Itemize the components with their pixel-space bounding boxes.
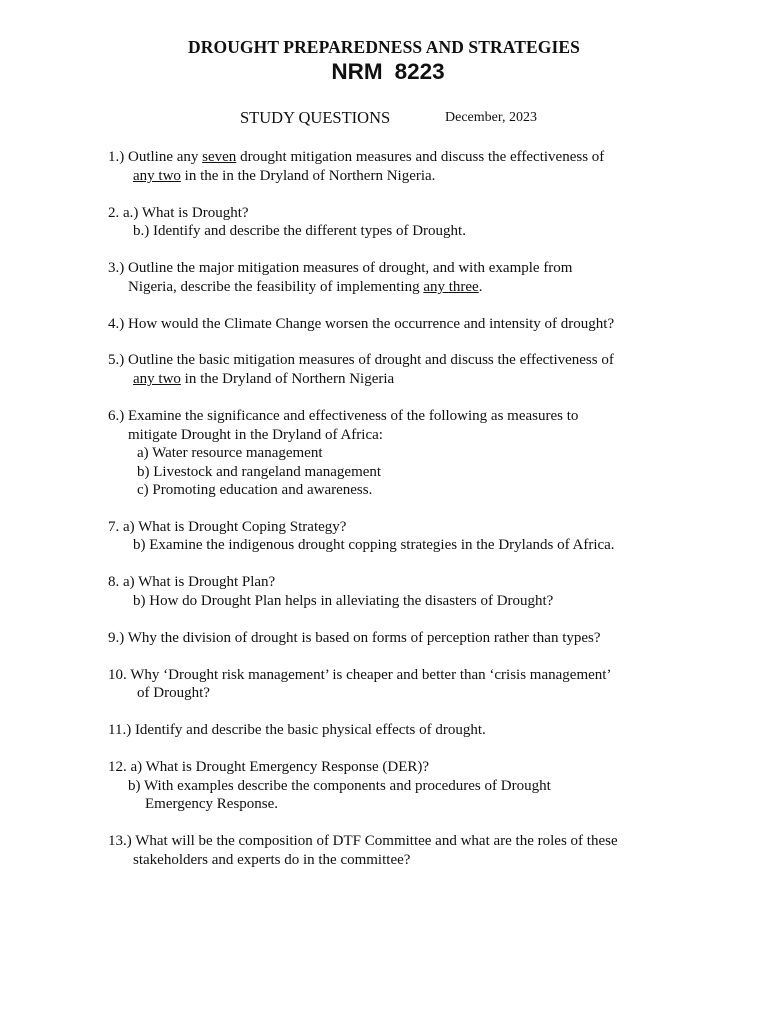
question-12b: b) With examples describe the components and procedures of Drought <box>128 778 551 794</box>
question-12b-continued: Emergency Response. <box>145 796 279 812</box>
question-3-underlined-any-three: any three <box>423 279 479 295</box>
question-3-line-2 <box>128 278 482 296</box>
question-3-text-b: . <box>478 279 483 295</box>
course-code <box>0 59 768 85</box>
question-10-line-2: of Drought? <box>137 685 210 701</box>
question-13-line-1: 13.) What will be the composition of DTF Committee and what are the roles of these <box>108 833 618 849</box>
question-7a: 7. a) What is Drought Coping Strategy? <box>108 519 347 535</box>
question-8a: 8. a) What is Drought Plan? <box>108 574 276 590</box>
question-10-line-1: 10. Why ‘Drought risk management’ is cheaper and better than ‘crisis management’ <box>108 667 612 683</box>
question-13-line-2: stakeholders and experts do in the committee? <box>133 852 411 868</box>
course-prefix: NRM <box>331 59 383 84</box>
question-1-text-c: in the in the Dryland of Northern Nigeria. <box>180 168 436 184</box>
question-8b: b) How do Drought Plan helps in alleviating the disasters of Drought? <box>133 593 554 609</box>
course-number: 8223 <box>394 59 445 84</box>
question-5-underlined-any-two: any two <box>133 371 181 387</box>
question-1-underlined-seven: seven <box>202 149 237 165</box>
document-date: December, 2023 <box>445 110 537 125</box>
question-1-text-a: 1.) Outline any <box>108 149 203 165</box>
question-6c: c) Promoting education and awareness. <box>137 482 373 498</box>
question-1-line-2 <box>133 167 435 185</box>
question-1-underlined-any-two: any two <box>133 168 181 184</box>
question-1-line-1 <box>108 148 604 166</box>
question-9: 9.) Why the division of drought is based on forms of perception rather than types? <box>108 630 601 646</box>
question-7b: b) Examine the indigenous drought copping strategies in the Drylands of Africa. <box>133 537 615 553</box>
question-5-line-2 <box>133 370 394 388</box>
question-6-line-2: mitigate Drought in the Dryland of Africa: <box>128 427 383 443</box>
question-2a: 2. a.) What is Drought? <box>108 205 249 221</box>
question-1-text-b: drought mitigation measures and discuss the effectiveness of <box>236 149 605 165</box>
document-title: DROUGHT PREPAREDNESS AND STRATEGIES <box>188 37 580 57</box>
question-2b: b.) Identify and describe the different types of Drought. <box>133 223 466 239</box>
question-12a: 12. a) What is Drought Emergency Response (DER)? <box>108 759 430 775</box>
question-6b: b) Livestock and rangeland management <box>137 464 382 480</box>
question-6a: a) Water resource management <box>137 445 323 461</box>
question-6-line-1: 6.) Examine the significance and effectiveness of the following as measures to <box>108 408 579 424</box>
study-questions-heading: STUDY QUESTIONS <box>240 108 391 127</box>
question-3-line-1: 3.) Outline the major mitigation measures of drought, and with example from <box>108 260 573 276</box>
question-5-text-b: in the Dryland of Northern Nigeria <box>180 371 395 387</box>
question-5-line-1: 5.) Outline the basic mitigation measures of drought and discuss the effectiveness of <box>108 352 614 368</box>
question-11: 11.) Identify and describe the basic physical effects of drought. <box>108 722 486 738</box>
question-4: 4.) How would the Climate Change worsen the occurrence and intensity of drought? <box>108 316 615 332</box>
question-3-text-a: Nigeria, describe the feasibility of implementing <box>128 279 424 295</box>
